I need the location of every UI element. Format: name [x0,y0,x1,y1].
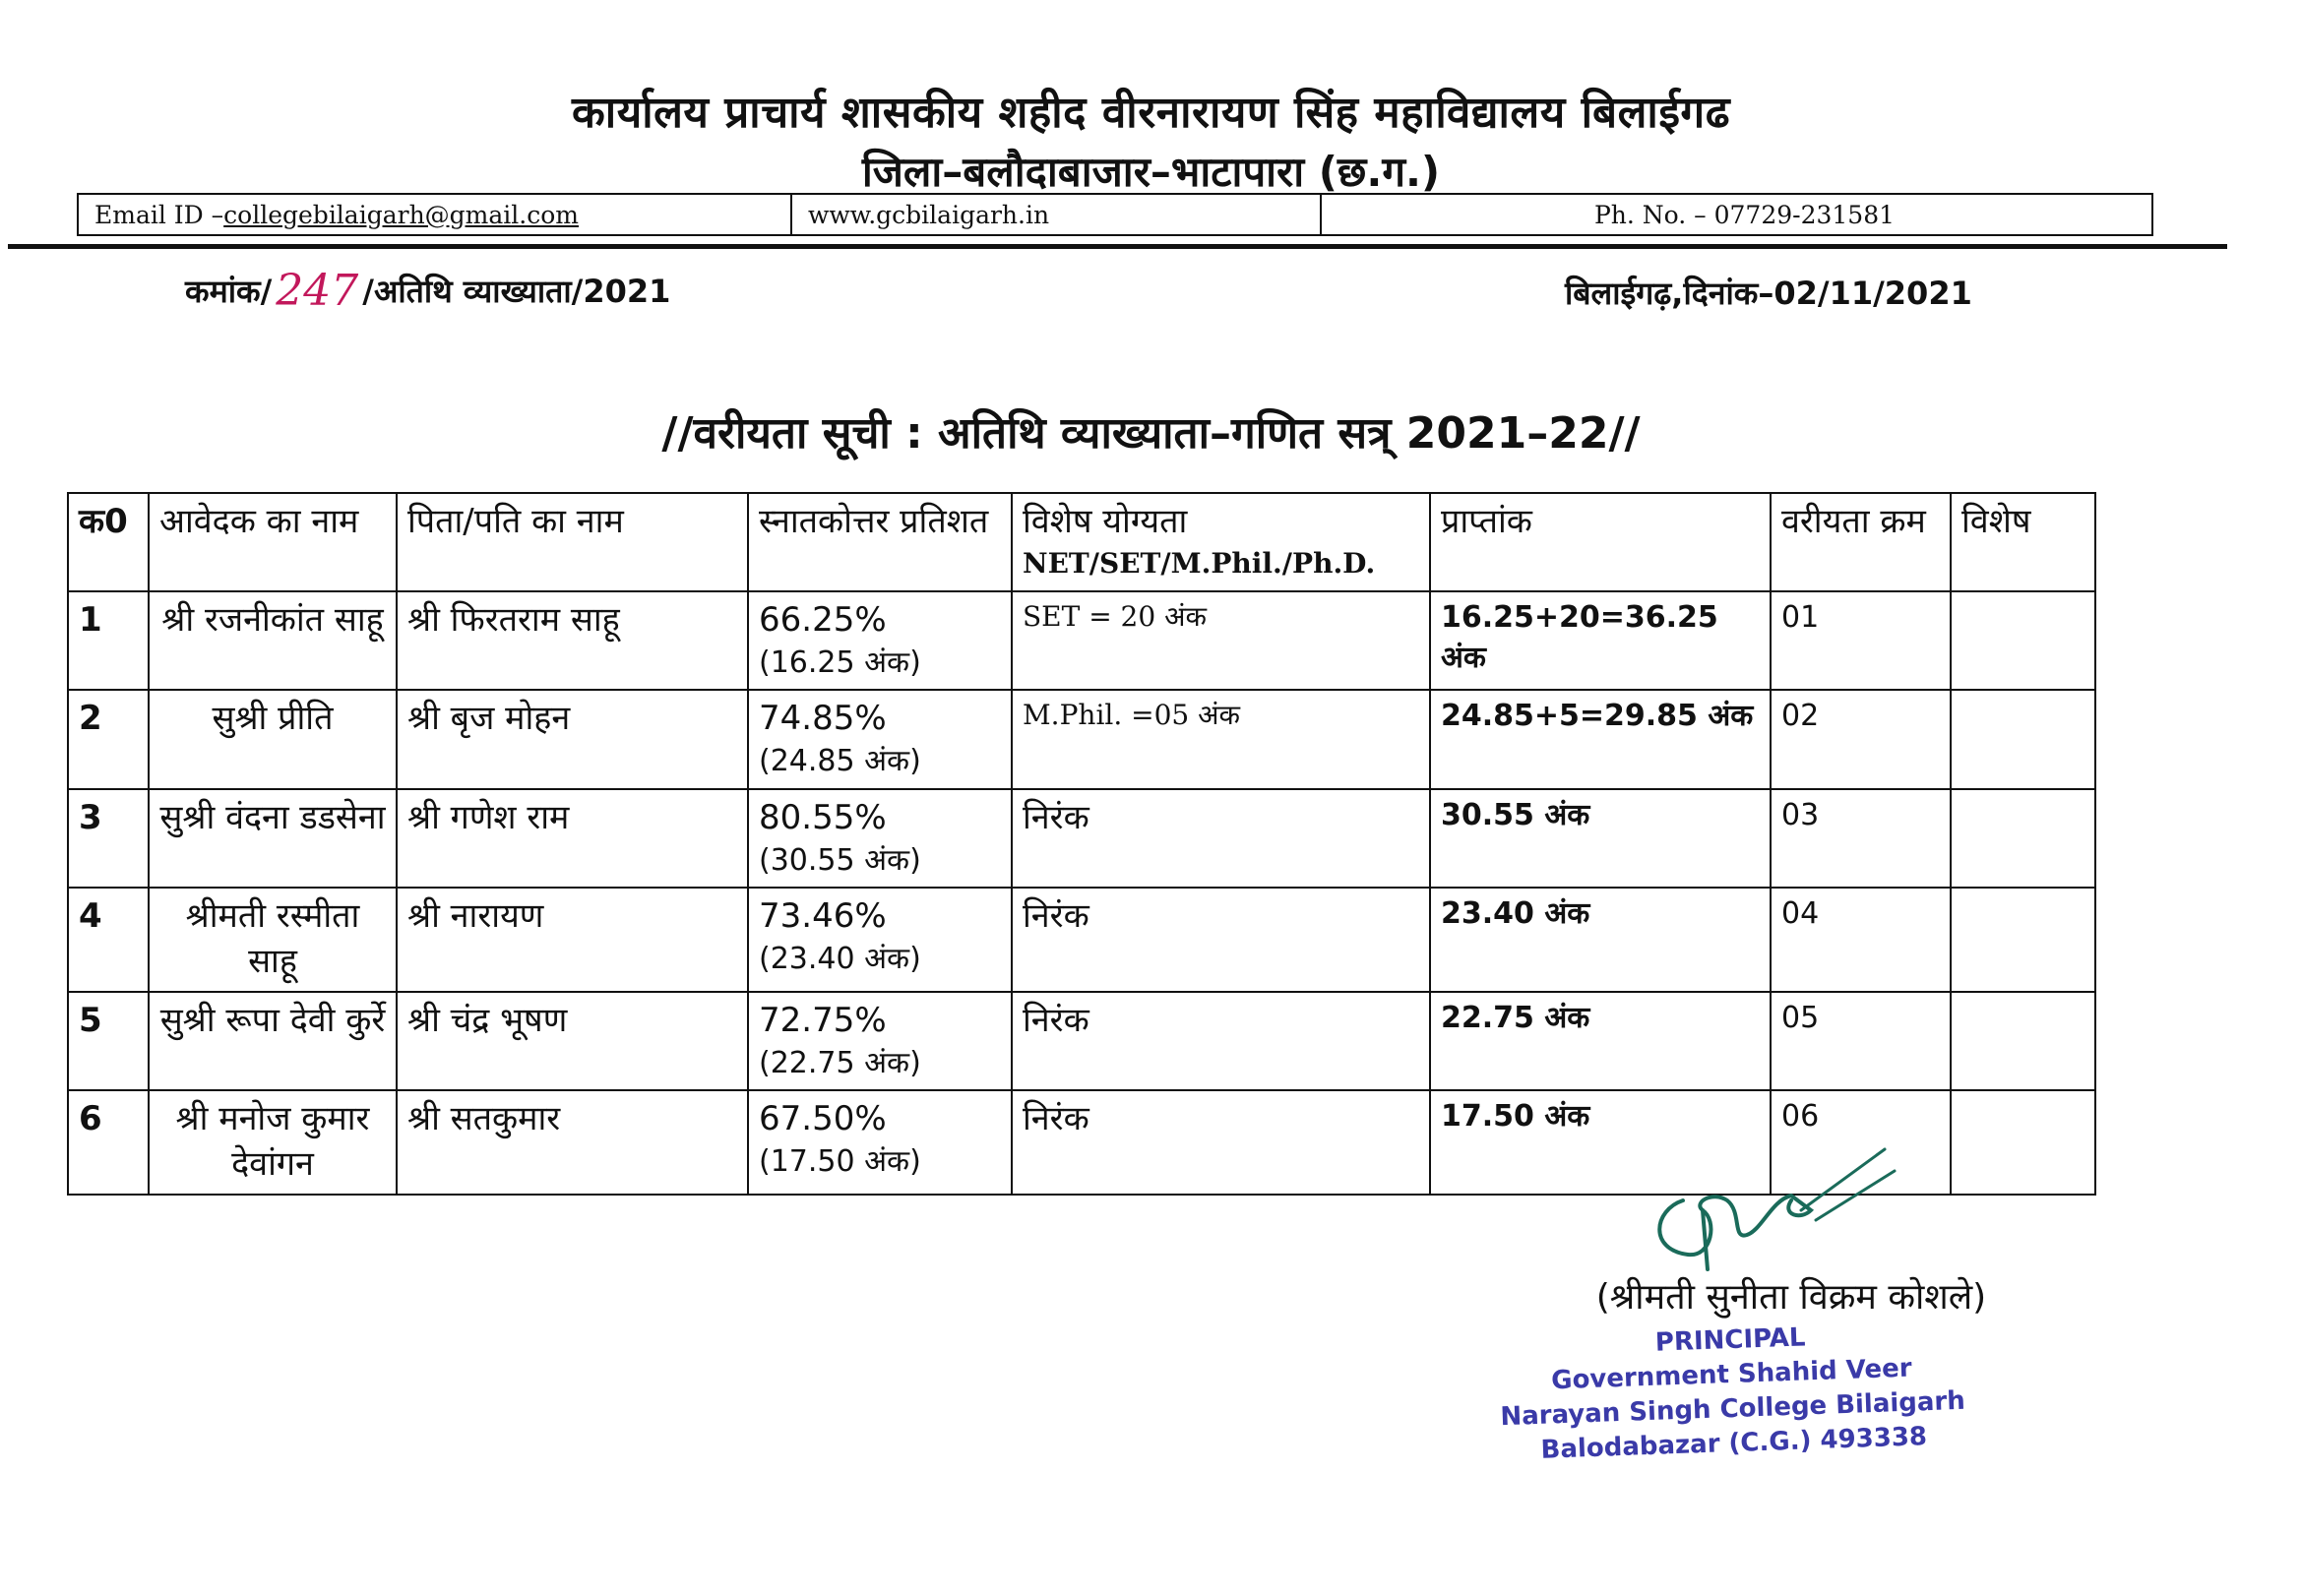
applicant-name: सुश्री वंदना डडसेना [149,789,397,888]
row-sn: 4 [68,888,149,992]
contact-bar [77,193,2153,236]
row-sn: 6 [68,1090,149,1195]
email-link[interactable]: collegebilaigarh@gmail.com [223,200,579,229]
signatory-name: (श्रीमती सुनीता विक्रम कोशले) [1595,1277,1987,1318]
applicant-name: सुश्री रूपा देवी कुर्रे [149,992,397,1090]
table-row [68,888,2095,992]
remarks [1951,591,2095,690]
total-marks: 23.40 अंक [1430,888,1771,992]
header-special-qual-sub: NET/SET/M.Phil./Ph.D. [1023,546,1376,580]
remarks [1951,690,2095,788]
total-marks: 24.85+5=29.85 अंक [1430,690,1771,788]
applicant-name: सुश्री प्रीति [149,690,397,788]
pg-percent-cell [748,789,1012,888]
pg-percent-marks: (24.85 अंक) [759,744,921,779]
merit-rank: 03 [1771,789,1951,888]
merit-rank: 04 [1771,888,1951,992]
merit-list-table [67,492,2096,1196]
merit-rank: 05 [1771,992,1951,1090]
office-heading: कार्यालय प्राचार्य शासकीय शहीद वीरनारायण सिंह महाविद्यालय बिलाईगढ [572,88,1730,138]
table-row [68,690,2095,788]
pg-percent: 66.25% [759,600,887,640]
remarks [1951,1090,2095,1195]
row-sn: 3 [68,789,149,888]
total-marks: 17.50 अंक [1430,1090,1771,1195]
reference-line [185,266,670,316]
applicant-name: श्री रजनीकांत साहू [149,591,397,690]
pg-percent: 72.75% [759,1000,887,1040]
reference-number: 247 [276,266,359,316]
header-father: पिता/पति का नाम [397,493,748,591]
special-qualification: SET = 20 अंक [1012,591,1430,690]
header-pg-percent: स्नातकोत्तर प्रतिशत [748,493,1012,591]
row-sn: 5 [68,992,149,1090]
pg-percent: 80.55% [759,797,887,837]
pg-percent-marks: (22.75 अंक) [759,1045,921,1080]
table-header-row [68,493,2095,591]
applicant-name: श्रीमती रस्मीता साहू [149,888,397,992]
reference-suffix: /अतिथि व्याख्याता/2021 [362,273,671,310]
special-qualification: निरंक [1012,1090,1430,1195]
website-cell [792,195,1322,234]
email-label: Email ID – [94,200,224,229]
stamp-line-2: Government Shahid Veer [1550,1353,1913,1396]
header-name: आवेदक का नाम [149,493,397,591]
remarks [1951,888,2095,992]
pg-percent: 74.85% [759,699,887,739]
row-sn: 2 [68,690,149,788]
special-qualification: निरंक [1012,789,1430,888]
pg-percent-marks: (30.55 अंक) [759,842,921,878]
table-row [68,591,2095,690]
pg-percent-cell [748,690,1012,788]
merit-rank: 06 [1771,1090,1951,1195]
stamp-line-3: Narayan Singh College Bilaigarh [1499,1385,1966,1433]
stamp-line-4: Balodabazar (C.G.) 493338 [1540,1422,1928,1466]
special-qualification: M.Phil. =05 अंक [1012,690,1430,788]
father-name: श्री गणेश राम [397,789,748,888]
header-special-qual [1012,493,1430,591]
pg-percent-cell [748,1090,1012,1195]
document-title: //वरीयता सूची : अतिथि व्याख्याता–गणित सत्र् 2021–22// [661,408,1641,459]
merit-rank: 02 [1771,690,1951,788]
father-name: श्री फिरतराम साहू [397,591,748,690]
pg-percent: 73.46% [759,896,887,937]
total-marks: 16.25+20=36.25 अंक [1430,591,1771,690]
stamp-line-1: PRINCIPAL [1654,1322,1806,1358]
phone-cell [1322,195,2151,234]
pg-percent-marks: (16.25 अंक) [759,645,921,680]
district-heading: जिला–बलौदाबाजार–भाटापारा (छ.ग.) [861,148,1441,196]
table-row [68,992,2095,1090]
special-qualification: निरंक [1012,888,1430,992]
email-cell [79,195,792,234]
website-link[interactable]: www.gcbilaigarh.in [808,200,1050,229]
pg-percent-cell [748,888,1012,992]
date-line: बिलाईगढ़,दिनांक–02/11/2021 [1565,275,1972,312]
principal-signature [1644,1141,1899,1279]
row-sn: 1 [68,591,149,690]
remarks [1951,789,2095,888]
table-row [68,789,2095,888]
pg-percent-marks: (23.40 अंक) [759,942,921,977]
principal-stamp [1494,1316,1971,1470]
header-rank: वरीयता क्रम [1771,493,1951,591]
header-sn: क0 [68,493,149,591]
father-name: श्री बृज मोहन [397,690,748,788]
phone-number: Ph. No. – 07729-231581 [1593,200,1896,229]
pg-percent-marks: (17.50 अंक) [759,1144,921,1180]
special-qualification: निरंक [1012,992,1430,1090]
header-divider [8,244,2227,249]
pg-percent: 67.50% [759,1099,887,1139]
pg-percent-cell [748,591,1012,690]
father-name: श्री सतकुमार [397,1090,748,1195]
pg-percent-cell [748,992,1012,1090]
applicant-name: श्री मनोज कुमार देवांगन [149,1090,397,1195]
header-marks: प्राप्तांक [1430,493,1771,591]
total-marks: 30.55 अंक [1430,789,1771,888]
merit-rank: 01 [1771,591,1951,690]
reference-prefix: कमांक/ [185,273,273,310]
father-name: श्री चंद्र भूषण [397,992,748,1090]
remarks [1951,992,2095,1090]
total-marks: 22.75 अंक [1430,992,1771,1090]
header-special-qual-label: विशेष योग्यता [1023,502,1188,541]
header-remarks: विशेष [1951,493,2095,591]
father-name: श्री नारायण [397,888,748,992]
